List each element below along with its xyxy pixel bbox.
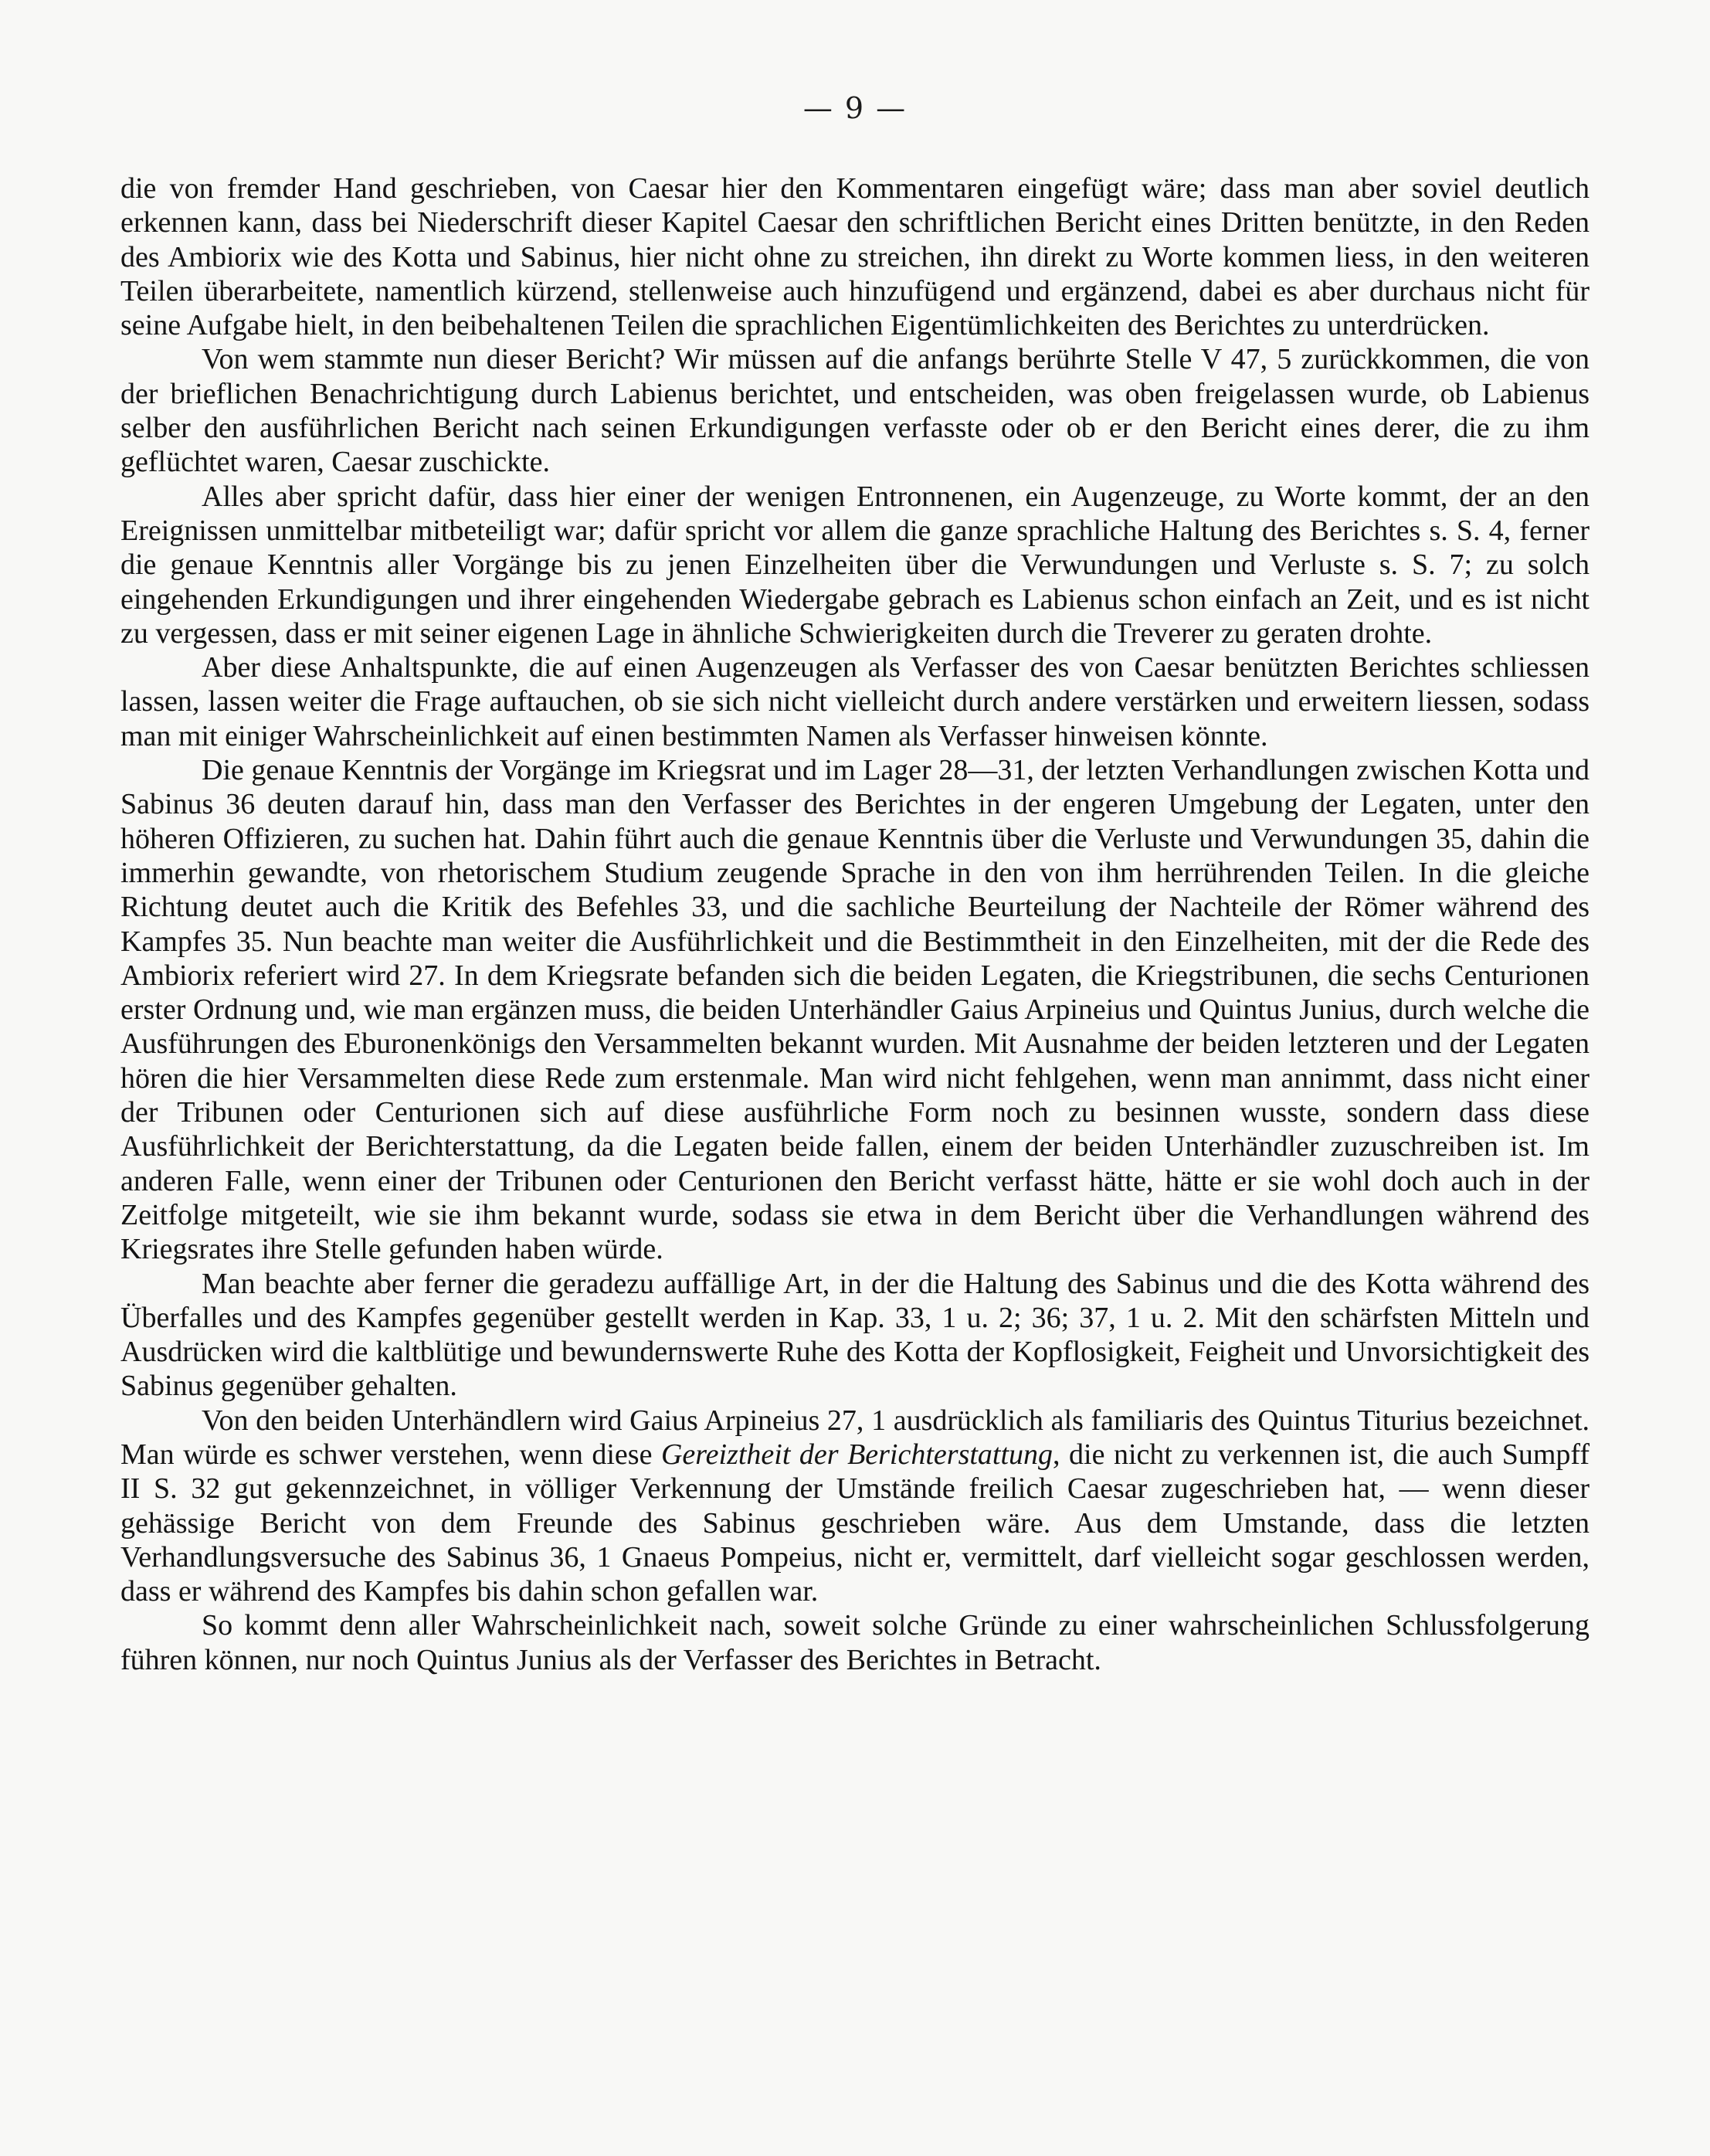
- paragraph-4: Aber diese Anhaltspunkte, die auf einen Augenzeugen als Verfasser des von Caesar benützten Berichtes schliessen lassen, lassen weiter die Frage auftauchen, ob sie sich nicht vielleicht durch andere verstärken und erweitern liessen, sodass man mit einiger Wahrscheinlichkeit auf einen bestimmten Namen als Verfasser hinweisen könnte.: [120, 651, 1590, 752]
- paragraph-5: Die genaue Kenntnis der Vorgänge im Kriegsrat und im Lager 28—31, der letzten Verhandlungen zwischen Kotta und Sabinus 36 deuten darauf hin, dass man den Verfasser des Berichtes in der engeren Umgebung der Legaten, unter den höheren Offizieren, zu suchen hat. Dahin führt auch die genaue Kenntnis über die Verluste und Verwundungen 35, dahin die immerhin gewandte, von rhetorischem Studium zeugende Sprache in den von ihm herrührenden Teilen. In die gleiche Richtung deutet auch die Kritik des Befehles 33, und die sachliche Beurteilung der Nachteile der Römer während des Kampfes 35. Nun beachte man weiter die Ausführlichkeit und die Bestimmtheit in den Einzelheiten, mit der die Rede des Ambiorix referiert wird 27. In dem Kriegsrate befanden sich die beiden Legaten, die Kriegstribunen, die sechs Centurionen erster Ordnung und, wie man ergänzen muss, die beiden Unterhändler Gaius Arpineius und Quintus Junius, durch welche die Ausführungen des Eburonenkönigs den Versammelten bekannt wurden. Mit Ausnahme der beiden letzteren und der Legaten hören die hier Versammelten diese Rede zum erstenmale. Man wird nicht fehlgehen, wenn man annimmt, dass nicht einer der Tribunen oder Centurionen sich auf diese ausführliche Form noch zu besinnen wusste, sondern dass diese Ausführlichkeit der Berichterstattung, da die Legaten beide fallen, einem der beiden Unterhändler zuzuschreiben ist. Im anderen Falle, wenn einer der Tribunen oder Centurionen den Bericht verfasst hätte, hätte er sie wohl doch auch in der Zeitfolge mitgeteilt, wie sie ihm bekannt wurde, sodass sie etwa in dem Bericht über die Verhandlungen während des Kriegsrates ihre Stelle gefunden haben würde.: [120, 754, 1590, 1266]
- page-number: — 9 —: [802, 91, 908, 125]
- paragraph-1: die von fremder Hand geschrieben, von Caesar hier den Kommentaren eingefügt wäre; dass man aber soviel deutlich erkennen kann, dass bei Niederschrift dieser Kapitel Caesar den schriftlichen Bericht eines Dritten benützte, in den Reden des Ambiorix wie des Kotta und Sabinus, hier nicht ohne zu streichen, ihn direkt zu Worte kommen liess, in den weiteren Teilen überarbeitete, namentlich kürzend, stellenweise auch hinzufügend und ergänzend, dabei es aber durchaus nicht für seine Aufgabe hielt, in den beibehaltenen Teilen die sprachlichen Eigentümlichkeiten des Berichtes zu unterdrücken.: [120, 172, 1590, 342]
- paragraph-7-start: Von den beiden Unterhändlern wird Gaius Arpineius 27, 1 ausdrücklich als familiaris des Quintus Titurius bezeichnet. Man würde es schwer verstehen, wenn diese: [120, 1404, 1590, 1471]
- paragraph-6: Man beachte aber ferner die geradezu auffällige Art, in der die Haltung des Sabinus und die des Kotta während des Überfalles und des Kampfes gegenüber gestellt werden in Kap. 33, 1 u. 2; 36; 37, 1 u. 2. Mit den schärfsten Mitteln und Ausdrücken wird die kaltblütige und bewundernswerte Ruhe des Kotta der Kopflosigkeit, Feigheit und Unvorsichtigkeit des Sabinus gegenüber gehalten.: [120, 1267, 1590, 1403]
- paragraph-7-emphasis: Gereiztheit der Berichterstattung: [660, 1438, 1053, 1471]
- paragraph-8: So kommt denn aller Wahrscheinlichkeit nach, soweit solche Gründe zu einer wahrscheinlichen Schlussfolgerung führen können, nur noch Quintus Junius als der Verfasser des Berichtes in Betracht.: [120, 1609, 1590, 1676]
- paragraph-2: Von wem stammte nun dieser Bericht? Wir müssen auf die anfangs berührte Stelle V 47, 5 zurückkommen, die von der brieflichen Benachrichtigung durch Labienus berichtet, und entscheiden, was oben freigelassen wurde, ob Labienus selber den ausführlichen Bericht nach seinen Erkundigungen verfasste oder ob er den Bericht eines derer, die zu ihm geflüchtet waren, Caesar zuschickte.: [120, 343, 1590, 479]
- paragraph-3: Alles aber spricht dafür, dass hier einer der wenigen Entronnenen, ein Augenzeuge, zu Worte kommt, der an den Ereignissen unmittelbar mitbeteiligt war; dafür spricht vor allem die ganze sprachliche Haltung des Berichtes s. S. 4, ferner die genaue Kenntnis aller Vorgänge bis zu jenen Einzelheiten über die Verwundungen und Verluste s. S. 7; zu solch eingehenden Erkundigungen und ihrer eingehenden Wiedergabe gebrach es Labienus schon einfach an Zeit, und es ist nicht zu vergessen, dass er mit seiner eigenen Lage in ähnliche Schwierigkeiten durch die Treverer zu geraten drohte.: [120, 480, 1590, 650]
- paragraph-7-end: , die nicht zu verkennen ist, die auch Sumpff II S. 32 gut gekennzeichnet, in völliger Verkennung der Umstände freilich Caesar zugeschrieben hat, — wenn dieser gehässige Bericht von dem Freunde des Sabinus geschrieben wäre. Aus dem Umstande, dass die letzten Verhandlungsversuche des Sabinus 36, 1 Gnaeus Pompeius, nicht er, vermittelt, darf vielleicht sogar geschlossen werden, dass er während des Kampfes bis dahin schon gefallen war.: [120, 1438, 1590, 1608]
- paragraph-7: [120, 1404, 1590, 1609]
- body-text: [120, 171, 1590, 1677]
